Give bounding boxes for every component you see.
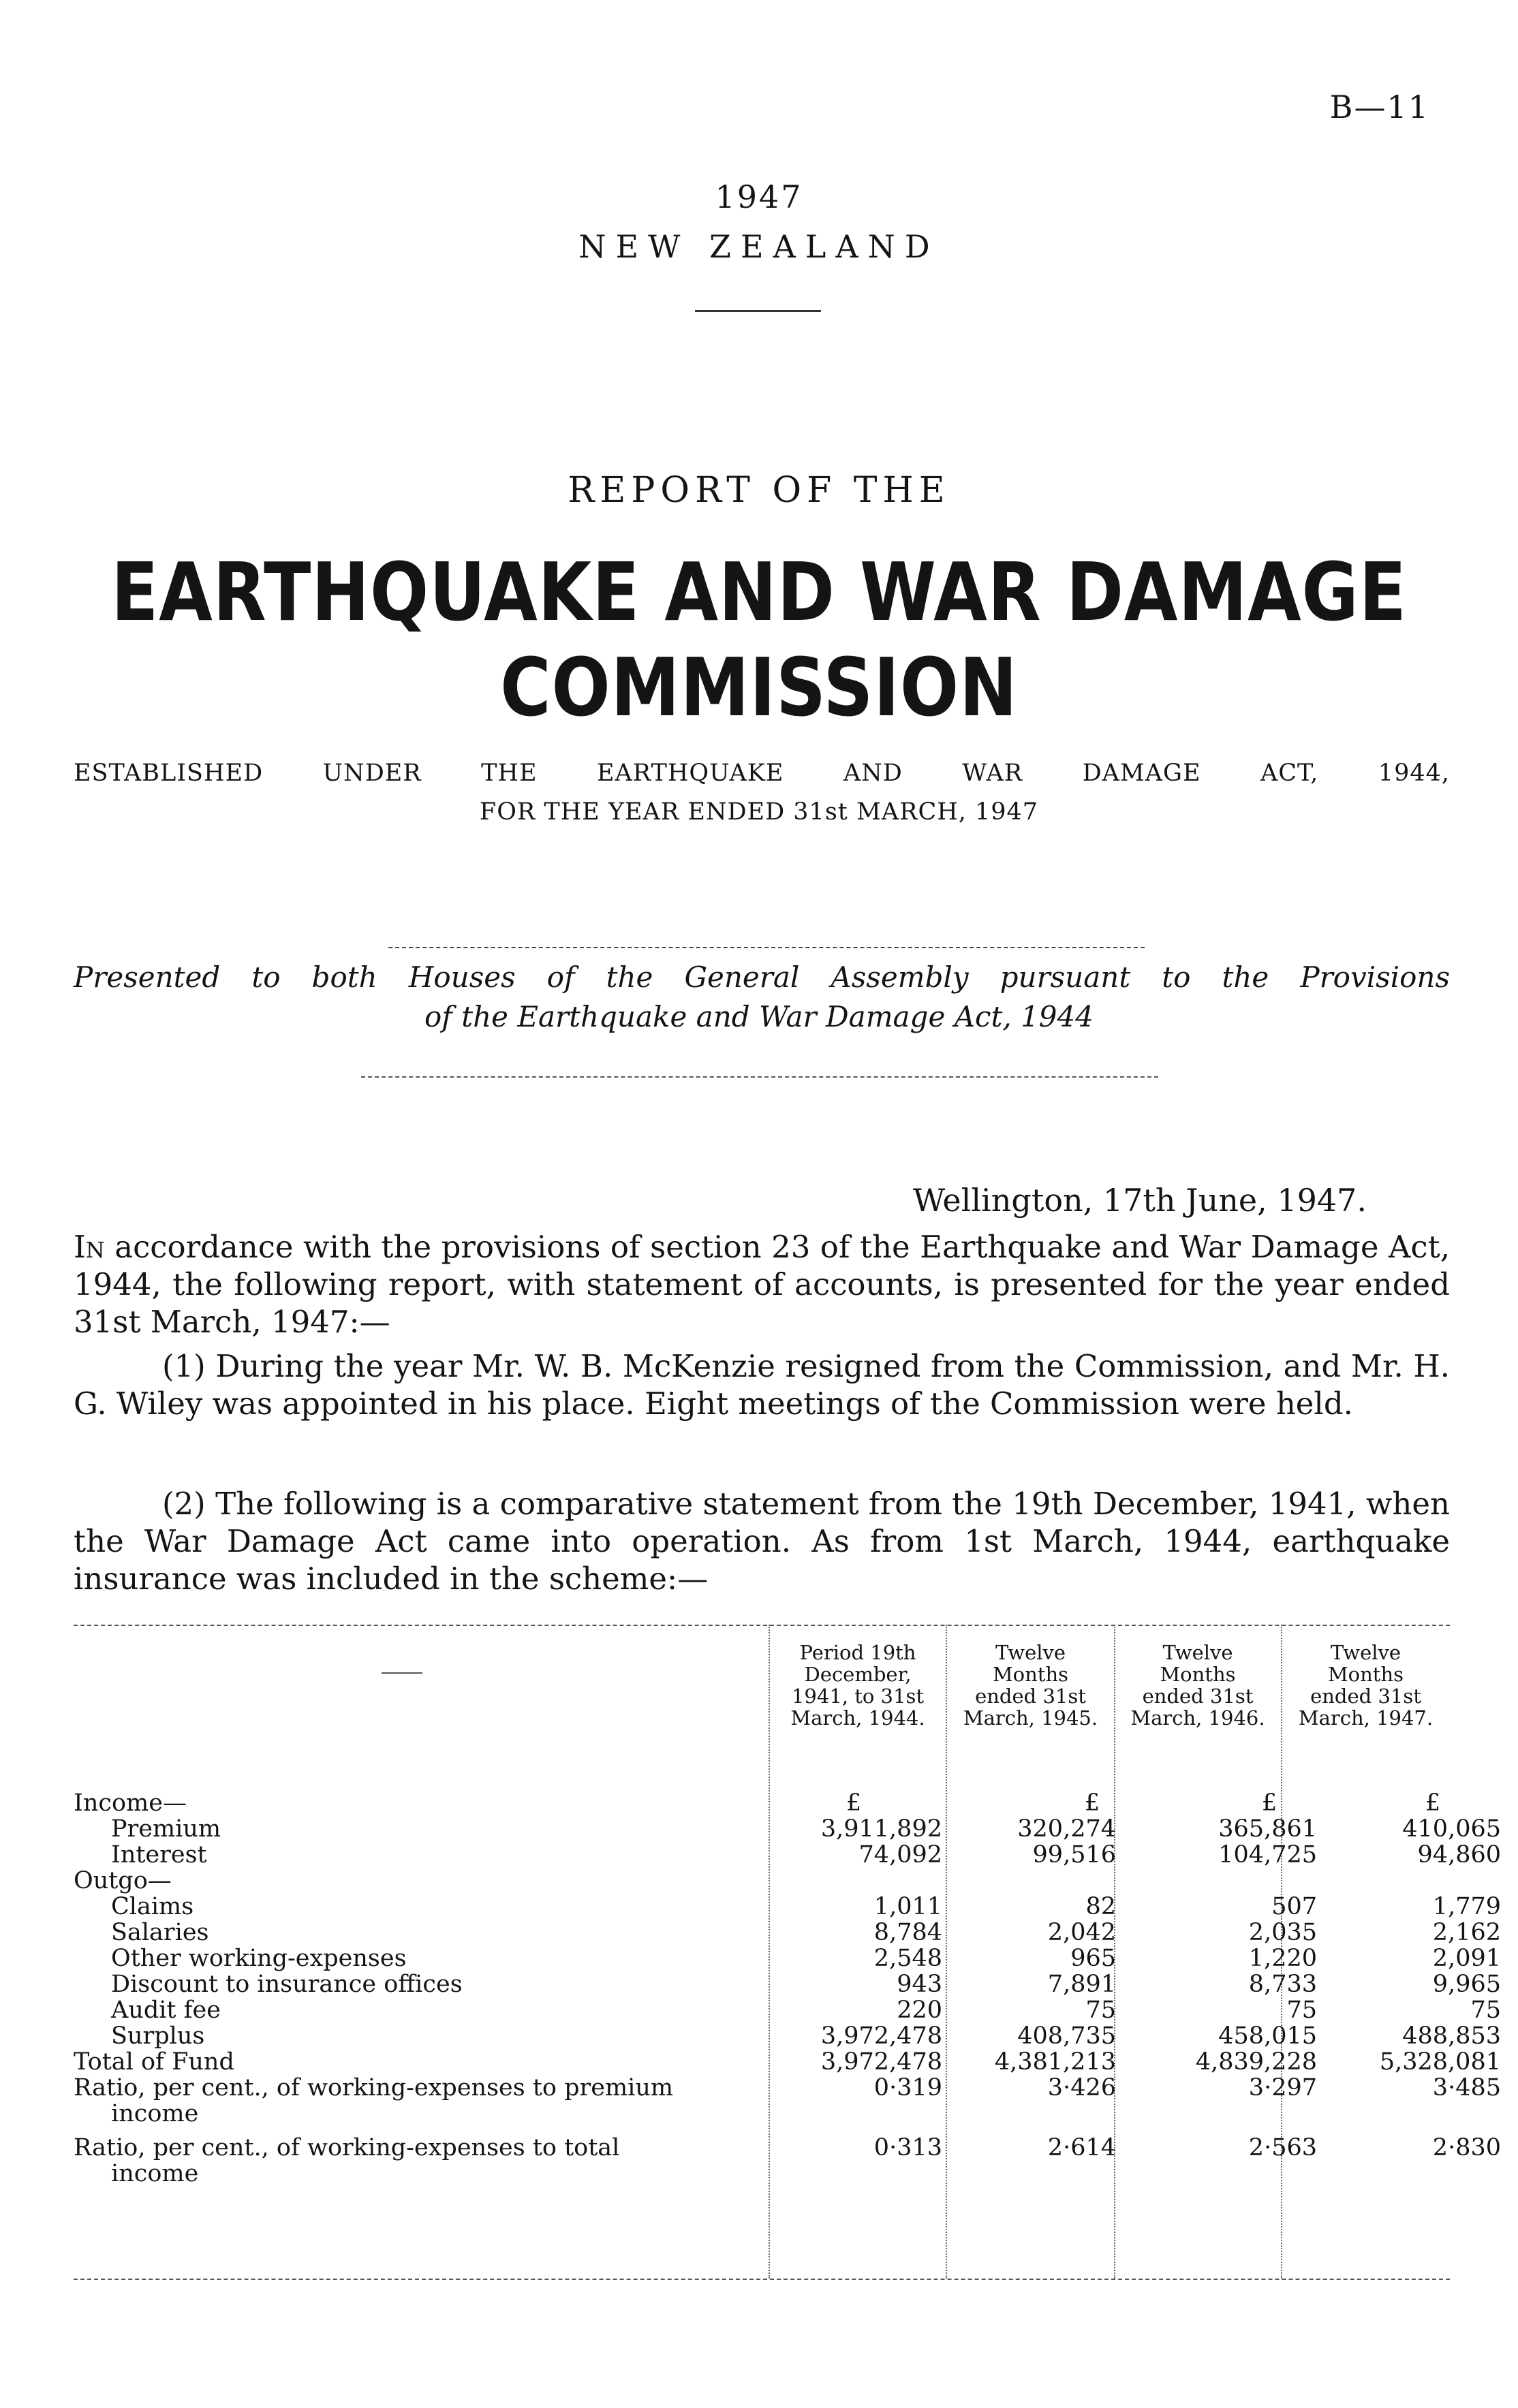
cell-value: 8,733 bbox=[1248, 1971, 1317, 1998]
cell-value: 3·485 bbox=[1432, 2074, 1501, 2101]
unit-symbol: £ bbox=[1084, 1789, 1100, 1817]
cell-value: 2,042 bbox=[1047, 1919, 1116, 1946]
presented-top-divider bbox=[388, 947, 1145, 948]
cell-value: 488,853 bbox=[1402, 2022, 1501, 2050]
table-row bbox=[74, 2022, 1501, 2050]
row-label-continued: income bbox=[111, 2160, 199, 2187]
table-top-rule bbox=[74, 1625, 1450, 1626]
row-label: Surplus bbox=[111, 2022, 205, 2050]
column-heading-line: Months bbox=[1160, 1663, 1236, 1686]
header-divider bbox=[695, 310, 821, 312]
cell-value: 943 bbox=[897, 1971, 942, 1998]
row-label: Claims bbox=[111, 1893, 194, 1920]
table-row bbox=[74, 1997, 1501, 2024]
row-label: Premium bbox=[111, 1815, 221, 1843]
row-label: Income— bbox=[74, 1789, 187, 1817]
commission-title-line-1: EARTHQUAKE AND WAR DAMAGE bbox=[111, 545, 1407, 639]
table-row bbox=[74, 1945, 1501, 1972]
column-heading-line: Period 19th bbox=[799, 1641, 916, 1664]
cell-value: 4,381,213 bbox=[994, 2048, 1116, 2076]
intro-text: accordance with the provisions of section 23 of the Earthquake and War Damage Act, 1944, the following report, with statement of accounts, is presented for the year ended 31st March, 1947:— bbox=[74, 1229, 1450, 1340]
unit-symbol: £ bbox=[1425, 1789, 1441, 1817]
cell-value: 3,972,478 bbox=[820, 2022, 942, 2050]
column-heading-line: Twelve bbox=[995, 1641, 1066, 1664]
established-line-2: FOR THE YEAR ENDED 31st MARCH, 1947 bbox=[479, 798, 1039, 826]
row-label: Ratio, per cent., of working-expenses to total bbox=[74, 2134, 620, 2161]
cell-value: 94,860 bbox=[1417, 1841, 1501, 1868]
cell-value: 3,972,478 bbox=[820, 2048, 942, 2076]
dateline: Wellington, 17th June, 1947. bbox=[912, 1182, 1367, 1219]
cell-value: 9,965 bbox=[1432, 1971, 1501, 1998]
paragraph-2: (2) The following is a comparative statement from the 19th December, 1941, when the War Damage Act came into operation. As from 1st March, 1944, earthquake insurance was included in the scheme:— bbox=[74, 1486, 1450, 1597]
row-label: Interest bbox=[111, 1841, 207, 1868]
cell-value: 75 bbox=[1085, 1997, 1116, 2024]
cell-value: 220 bbox=[897, 1997, 942, 2024]
cell-value: 2,091 bbox=[1432, 1945, 1501, 1972]
presented-line-2: of the Earthquake and War Damage Act, 1944 bbox=[424, 1000, 1094, 1033]
country-name: NEW ZEALAND bbox=[578, 228, 940, 265]
established-line-1: ESTABLISHED UNDER THE EARTHQUAKE AND WAR DAMAGE ACT, 1944, bbox=[74, 760, 1450, 787]
table-row bbox=[74, 1815, 1501, 1843]
report-of-heading: REPORT OF THE bbox=[568, 470, 950, 511]
presented-bottom-divider bbox=[361, 1076, 1158, 1078]
unit-symbol: £ bbox=[1261, 1789, 1277, 1817]
cell-value: 1,220 bbox=[1248, 1945, 1317, 1972]
column-heading-line: March, 1947. bbox=[1298, 1706, 1434, 1730]
cell-value: 75 bbox=[1286, 1997, 1317, 2024]
cell-value: 507 bbox=[1271, 1893, 1317, 1920]
cell-value: 2,162 bbox=[1432, 1919, 1501, 1946]
cell-value: 3,911,892 bbox=[820, 1815, 942, 1843]
cell-value: 7,891 bbox=[1047, 1971, 1116, 1998]
row-label: Discount to insurance offices bbox=[111, 1971, 463, 1998]
table-row bbox=[74, 2101, 1450, 2127]
cell-value: 5,328,081 bbox=[1379, 2048, 1501, 2076]
column-heading bbox=[950, 1642, 1111, 1729]
table-row bbox=[74, 2074, 1501, 2101]
paragraph-1: (1) During the year Mr. W. B. McKenzie resigned from the Commission, and Mr. H. G. Wiley was appointed in his place. Eight meetings of the Commission were held. bbox=[74, 1348, 1450, 1422]
paper-reference: B—11 bbox=[1329, 89, 1429, 125]
cell-value: 82 bbox=[1085, 1893, 1116, 1920]
cell-value: 104,725 bbox=[1218, 1841, 1317, 1868]
column-heading-line: March, 1946. bbox=[1130, 1706, 1265, 1730]
commission-title-line-2: COMMISSION bbox=[500, 640, 1018, 734]
table-row bbox=[74, 1841, 1501, 1868]
cell-value: 3·297 bbox=[1248, 2074, 1317, 2101]
row-label: Total of Fund bbox=[74, 2048, 234, 2076]
table-row bbox=[74, 2048, 1501, 2076]
cell-value: 2·563 bbox=[1248, 2134, 1317, 2161]
table-row bbox=[74, 1971, 1501, 1998]
column-heading-line: March, 1945. bbox=[963, 1706, 1098, 1730]
cell-value: 458,015 bbox=[1218, 2022, 1317, 2050]
cell-value: 1,011 bbox=[873, 1893, 942, 1920]
column-heading-line: ended 31st bbox=[1310, 1685, 1421, 1708]
column-heading bbox=[773, 1642, 942, 1729]
table-row bbox=[74, 1919, 1501, 1946]
column-heading-line: ended 31st bbox=[975, 1685, 1086, 1708]
report-year: 1947 bbox=[715, 178, 803, 215]
cell-value: 3·426 bbox=[1047, 2074, 1116, 2101]
intro-lead-word: In bbox=[74, 1229, 105, 1265]
table-row bbox=[74, 1868, 1450, 1894]
cell-value: 1,779 bbox=[1432, 1893, 1501, 1920]
cell-value: 99,516 bbox=[1032, 1841, 1116, 1868]
cell-value: 8,784 bbox=[873, 1919, 942, 1946]
cell-value: 2·830 bbox=[1432, 2134, 1501, 2161]
column-heading-line: 1941, to 31st bbox=[791, 1685, 924, 1708]
cell-value: 365,861 bbox=[1218, 1815, 1317, 1843]
row-label: Audit fee bbox=[111, 1997, 221, 2024]
presented-line-1: Presented to both Houses of the General Assembly pursuant to the Provisions bbox=[74, 960, 1450, 994]
table-row bbox=[74, 2134, 1501, 2161]
cell-value: 320,274 bbox=[1017, 1815, 1116, 1843]
cell-value: 75 bbox=[1470, 1997, 1501, 2024]
row-label-continued: income bbox=[111, 2100, 199, 2127]
cell-value: 410,065 bbox=[1402, 1815, 1501, 1843]
table-row bbox=[74, 2161, 1450, 2187]
cell-value: 2,035 bbox=[1248, 1919, 1317, 1946]
stub-heading-dash bbox=[382, 1672, 422, 1674]
cell-value: 74,092 bbox=[858, 1841, 942, 1868]
column-heading-line: December, bbox=[804, 1663, 912, 1686]
intro-paragraph bbox=[74, 1228, 1450, 1341]
row-label: Ratio, per cent., of working-expenses to premium bbox=[74, 2074, 674, 2101]
column-heading-line: Twelve bbox=[1162, 1641, 1233, 1664]
cell-value: 2,548 bbox=[873, 1945, 942, 1972]
cell-value: 408,735 bbox=[1017, 2022, 1116, 2050]
cell-value: 4,839,228 bbox=[1195, 2048, 1317, 2076]
row-label: Salaries bbox=[111, 1919, 209, 1946]
column-heading-line: ended 31st bbox=[1142, 1685, 1254, 1708]
column-heading bbox=[1286, 1642, 1446, 1729]
table-row bbox=[74, 1893, 1501, 1920]
column-heading-line: Months bbox=[992, 1663, 1069, 1686]
table-row bbox=[74, 1790, 1450, 1816]
column-heading-line: March, 1944. bbox=[790, 1706, 925, 1730]
row-label: Other working-expenses bbox=[111, 1945, 407, 1972]
cell-value: 965 bbox=[1070, 1945, 1116, 1972]
row-label: Outgo— bbox=[74, 1867, 172, 1894]
cell-value: 0·313 bbox=[873, 2134, 942, 2161]
column-heading bbox=[1119, 1642, 1277, 1729]
cell-value: 0·319 bbox=[873, 2074, 942, 2101]
unit-symbol: £ bbox=[846, 1789, 862, 1817]
cell-value: 2·614 bbox=[1047, 2134, 1116, 2161]
column-heading-line: Months bbox=[1327, 1663, 1404, 1686]
column-heading-line: Twelve bbox=[1330, 1641, 1401, 1664]
table-bottom-rule bbox=[74, 2279, 1450, 2280]
